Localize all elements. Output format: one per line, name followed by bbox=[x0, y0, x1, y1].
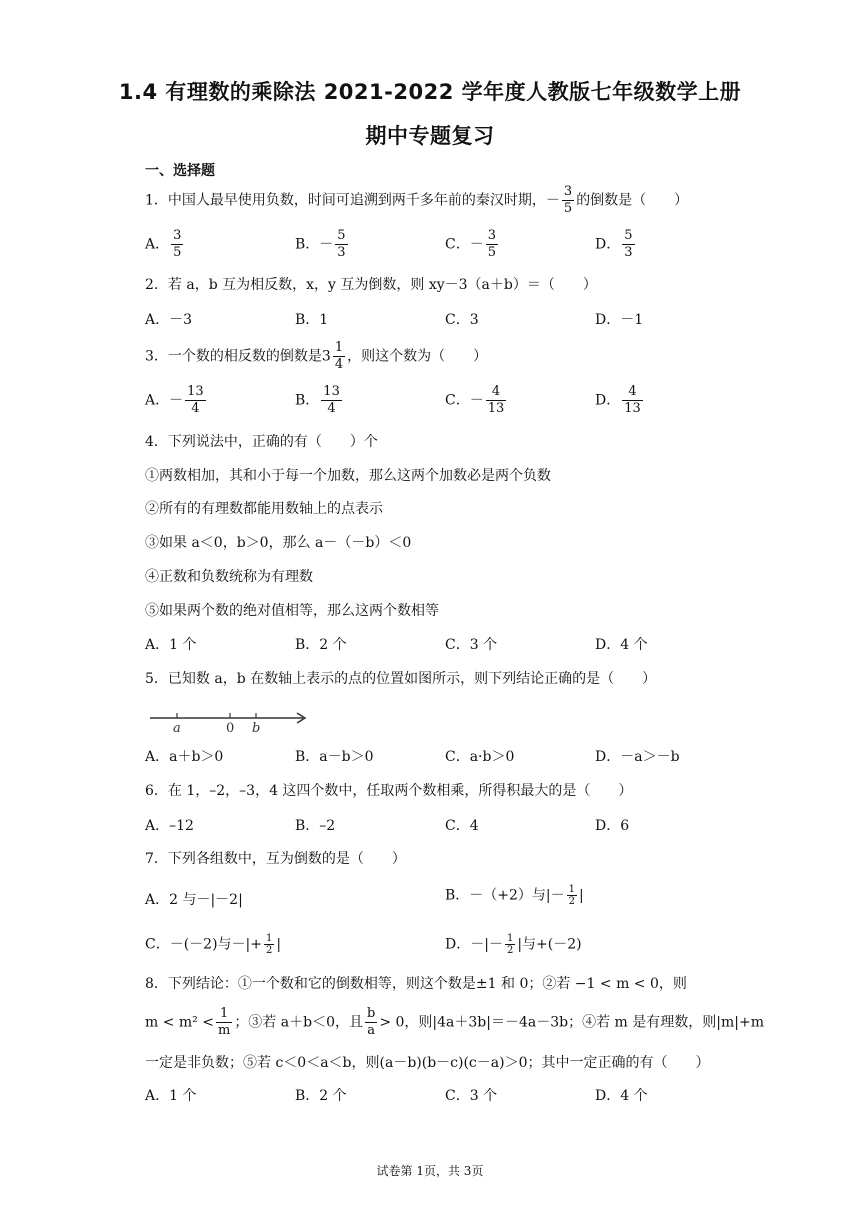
q4-statement-5: ⑤如果两个数的绝对值相等，那么这两个数相等 bbox=[145, 603, 439, 619]
q2-option-d[interactable]: D．－1 bbox=[595, 312, 644, 328]
number-line-figure bbox=[145, 706, 315, 736]
q8-option-a[interactable]: A．1 个 bbox=[145, 1088, 197, 1104]
q4-statement-2: ②所有的有理数都能用数轴上的点表示 bbox=[145, 501, 383, 517]
q8-fraction-1-over-m bbox=[216, 1006, 232, 1039]
q4-option-c[interactable]: C．3 个 bbox=[445, 637, 498, 653]
q7-b-text-b: | bbox=[579, 887, 584, 904]
question-8-line-2 bbox=[145, 1006, 764, 1039]
q7-option-c[interactable] bbox=[145, 933, 281, 956]
q4-statement-4: ④正数和负数统称为有理数 bbox=[145, 569, 313, 585]
q3-b-frac bbox=[321, 384, 342, 417]
q4-statement-1: ①两数相加，其和小于每一个加数，那么这两个加数必是两个负数 bbox=[145, 468, 551, 484]
q8-option-b[interactable]: B．2 个 bbox=[295, 1088, 347, 1104]
number-line-label-a: a bbox=[173, 721, 181, 736]
q7-c-text-a: C．－(－2)与－|+ bbox=[145, 936, 262, 953]
q2-option-c[interactable]: C．3 bbox=[445, 312, 479, 328]
q3-d-den: 13 bbox=[624, 401, 641, 416]
q8-frac1-den: m bbox=[217, 1023, 231, 1038]
q7-b-text-a: B．－（+2）与|－ bbox=[445, 887, 565, 904]
q3-frac-num: 1 bbox=[334, 340, 344, 355]
q1-b-frac bbox=[335, 228, 347, 261]
q3-frac-den: 4 bbox=[334, 357, 344, 372]
q3-b-den: 4 bbox=[327, 401, 336, 416]
q7-d-num: 1 bbox=[506, 933, 514, 944]
q7-option-d[interactable] bbox=[445, 933, 582, 956]
q1-d-num: 5 bbox=[624, 228, 633, 243]
question-4-stem: 4．下列说法中，正确的有（ ）个 bbox=[145, 434, 378, 450]
question-3-stem bbox=[145, 340, 487, 373]
q1-b-label: B．－ bbox=[295, 236, 334, 253]
q3-a-num: 13 bbox=[187, 384, 204, 399]
q3-stem-text-a: 3．一个数的相反数的倒数是 bbox=[145, 348, 322, 365]
q8-option-c[interactable]: C．3 个 bbox=[445, 1088, 498, 1104]
q7-c-frac bbox=[264, 933, 274, 956]
q3-a-den: 4 bbox=[191, 401, 200, 416]
q3-option-a[interactable] bbox=[145, 384, 208, 417]
q3-c-den: 13 bbox=[487, 401, 505, 416]
q4-statement-3: ③如果 a＜0，b＞0，那么 a－（－b）＜0 bbox=[145, 535, 412, 551]
q1-option-d[interactable] bbox=[595, 228, 637, 261]
q8-frac1-num: 1 bbox=[216, 1006, 232, 1023]
q1-d-den: 3 bbox=[624, 245, 633, 260]
q8-line2-text-b: ；③若 a＋b＜0，且 bbox=[234, 1014, 363, 1031]
q6-option-a[interactable]: A．–12 bbox=[145, 818, 194, 834]
q1-c-label: C．－ bbox=[445, 236, 484, 253]
q3-d-label: D． bbox=[595, 392, 621, 409]
q5-option-c[interactable]: C．a·b＞0 bbox=[445, 749, 515, 765]
page-subtitle: 期中专题复习 bbox=[365, 124, 495, 148]
q7-d-text-b: |与+(－2) bbox=[517, 936, 582, 953]
q1-a-num: 3 bbox=[173, 228, 182, 243]
q8-frac2-den: a bbox=[367, 1023, 376, 1038]
question-5-stem: 5．已知数 a，b 在数轴上表示的点的位置如图所示，则下列结论正确的是（ ） bbox=[145, 671, 657, 687]
q3-c-label: C．－ bbox=[445, 392, 484, 409]
q8-frac2-num: b bbox=[366, 1006, 376, 1021]
q1-b-den: 3 bbox=[337, 245, 346, 260]
q3-b-num: 13 bbox=[323, 384, 340, 399]
page-footer: 试卷第 1页，共 3页 bbox=[376, 1164, 484, 1178]
q3-c-num: 4 bbox=[486, 384, 507, 401]
q7-b-den: 2 bbox=[568, 896, 576, 907]
q7-c-num: 1 bbox=[266, 933, 273, 944]
q6-option-b[interactable]: B．–2 bbox=[295, 818, 336, 834]
question-7-stem: 7．下列各组数中，互为倒数的是（ ） bbox=[145, 851, 406, 867]
question-1-stem bbox=[145, 184, 688, 217]
q3-mixed-whole: 3 bbox=[321, 348, 331, 365]
q1-option-b[interactable] bbox=[295, 228, 350, 261]
question-2-stem: 2．若 a，b 互为相反数，x，y 互为倒数，则 xy－3（a＋b）＝（ ） bbox=[145, 277, 597, 293]
q7-d-frac bbox=[505, 933, 515, 956]
q1-a-den: 5 bbox=[173, 245, 182, 260]
q6-option-c[interactable]: C．4 bbox=[445, 818, 479, 834]
q7-d-text-a: D．－|－ bbox=[445, 936, 503, 953]
q1-b-num: 5 bbox=[337, 228, 346, 243]
q1-stem-text-b: 的倒数是（ ） bbox=[576, 192, 689, 209]
q8-line2-text-a: m < m² < bbox=[145, 1014, 214, 1031]
number-line-label-0: 0 bbox=[226, 721, 235, 736]
question-6-stem: 6．在 1，–2，–3，4 这四个数中，任取两个数相乘，所得积最大的是（ ） bbox=[145, 783, 633, 799]
q5-option-d[interactable]: D．－a＞－b bbox=[595, 749, 680, 765]
q6-option-d[interactable]: D．6 bbox=[595, 818, 630, 834]
q7-c-text-b: | bbox=[276, 936, 282, 953]
q1-c-frac bbox=[486, 228, 498, 261]
q1-c-num: 3 bbox=[487, 228, 496, 243]
q3-stem-text-b: ，则这个数为（ ） bbox=[347, 348, 488, 365]
question-8-line-3: 一定是非负数；⑤若 c＜0＜a＜b，则(a－b)(b－c)(c－a)＞0；其中一定正确的有（ ） bbox=[145, 1055, 710, 1071]
q1-option-a[interactable] bbox=[145, 228, 185, 261]
q3-d-num: 4 bbox=[622, 384, 643, 401]
q3-a-label: A．－ bbox=[145, 392, 184, 409]
q5-option-a[interactable]: A．a＋b＞0 bbox=[145, 749, 224, 765]
q1-option-c[interactable] bbox=[445, 228, 500, 261]
q7-b-frac bbox=[567, 884, 577, 907]
q3-mixed-frac bbox=[333, 340, 345, 373]
q1-a-frac bbox=[171, 228, 183, 261]
q3-option-d[interactable] bbox=[595, 384, 645, 417]
q1-a-label: A． bbox=[145, 236, 170, 253]
q7-d-den: 2 bbox=[506, 945, 514, 956]
q4-option-d[interactable]: D．4 个 bbox=[595, 637, 648, 653]
q1-frac-den: 5 bbox=[563, 201, 573, 216]
number-line-label-b: b bbox=[252, 721, 261, 736]
q2-option-b[interactable]: B．1 bbox=[295, 312, 329, 328]
q3-b-label: B． bbox=[295, 392, 320, 409]
q1-c-den: 5 bbox=[487, 245, 496, 260]
q1-d-label: D． bbox=[595, 236, 621, 253]
q7-b-num: 1 bbox=[568, 884, 576, 895]
question-8-line-1: 8．下列结论：①一个数和它的倒数相等，则这个数是±1 和 0；②若 −1 < m < 0，则 bbox=[145, 976, 687, 992]
q1-frac-num: 3 bbox=[563, 184, 573, 199]
q8-fraction-b-over-a bbox=[365, 1006, 377, 1039]
q3-d-frac bbox=[622, 384, 643, 417]
q8-option-d[interactable]: D．4 个 bbox=[595, 1088, 648, 1104]
q5-option-b[interactable]: B．a－b＞0 bbox=[295, 749, 374, 765]
q7-option-a[interactable]: A．2 与－|－2| bbox=[145, 892, 243, 908]
q3-c-frac bbox=[486, 384, 507, 417]
q3-option-b[interactable] bbox=[295, 384, 344, 417]
q1-fraction bbox=[562, 184, 574, 217]
section-heading: 一、选择题 bbox=[145, 163, 215, 179]
q2-option-a[interactable]: A．－3 bbox=[145, 312, 193, 328]
q3-a-frac bbox=[185, 384, 206, 417]
q7-option-b[interactable] bbox=[445, 884, 584, 907]
q1-d-frac bbox=[622, 228, 634, 261]
q8-line2-text-c: > 0，则|4a＋3b|＝－4a－3b；④若 m 是有理数，则|m|+m bbox=[379, 1014, 764, 1031]
page-title: 1.4 有理数的乘除法 2021-2022 学年度人教版七年级数学上册 bbox=[118, 80, 742, 104]
q7-c-den: 2 bbox=[266, 945, 273, 956]
q4-option-b[interactable]: B．2 个 bbox=[295, 637, 347, 653]
q3-option-c[interactable] bbox=[445, 384, 508, 417]
q1-stem-text-a: 1．中国人最早使用负数，时间可追溯到两千多年前的秦汉时期，－ bbox=[145, 192, 560, 209]
q4-option-a[interactable]: A．1 个 bbox=[145, 637, 197, 653]
